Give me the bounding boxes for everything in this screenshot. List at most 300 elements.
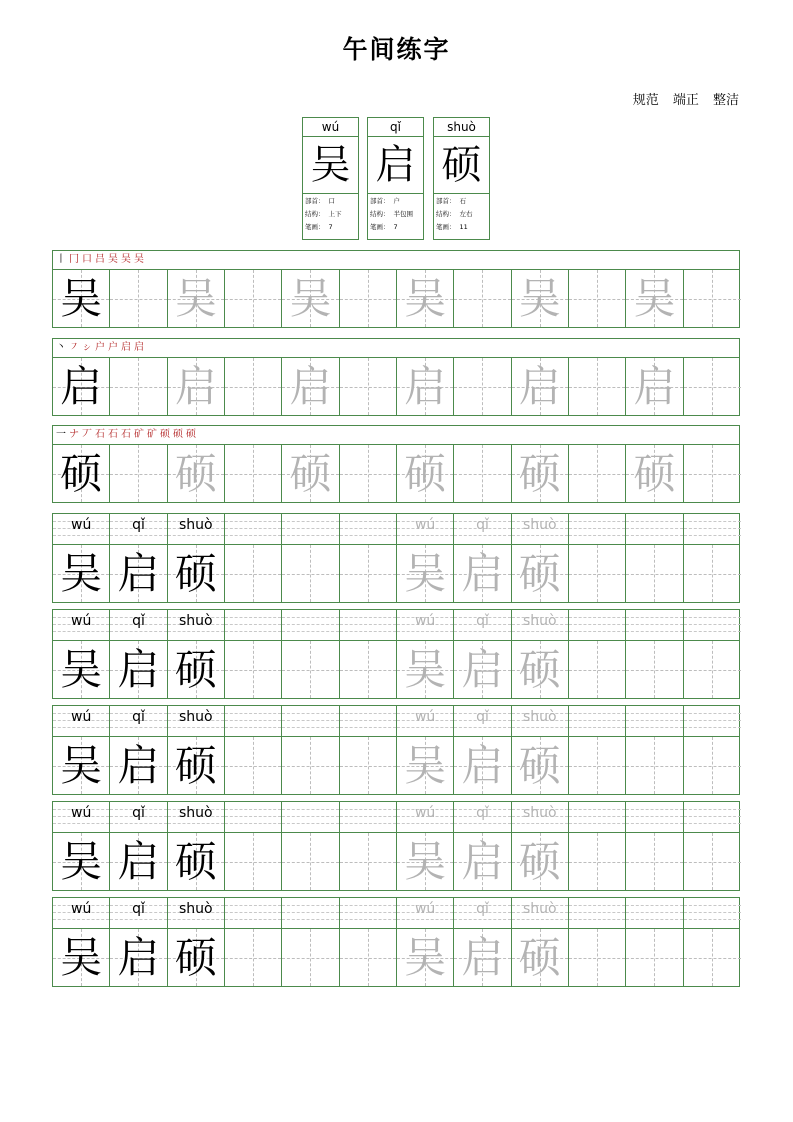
pinyin-cell[interactable] [512,610,569,640]
pinyin-cell[interactable] [168,898,225,928]
practice-cell[interactable] [569,641,626,698]
practice-cell[interactable] [225,445,282,502]
pinyin-guide-line [626,905,682,906]
stroke-step: 户 [95,342,105,353]
practice-cell[interactable] [512,833,569,890]
practice-cell[interactable] [168,445,225,502]
pinyin-cell[interactable] [53,610,110,640]
model-character: 吴 [60,549,103,598]
pinyin-cell[interactable] [569,898,626,928]
stroke-step: 硕 [186,429,196,440]
pinyin-guide-line [282,905,338,906]
pinyin-cell[interactable] [569,514,626,544]
stroke-step: 丨 [56,254,66,265]
stroke-step: 硕 [160,429,170,440]
practice-cell[interactable] [454,641,511,698]
practice-cell[interactable] [282,445,339,502]
practice-grid [53,929,739,986]
trace-character: 吴 [404,274,447,323]
pinyin-guide-line [168,727,224,728]
trace-pinyin: qǐ [476,901,489,917]
trace-pinyin: wú [414,613,436,629]
pinyin-guide-line [684,535,741,536]
practice-cell[interactable] [684,833,741,890]
card-radical-label: 部首： [436,197,456,205]
practice-cell[interactable] [168,833,225,890]
pinyin-cell[interactable] [110,802,167,832]
practice-cell[interactable] [168,545,225,602]
trace-character: 硕 [174,449,217,498]
pinyin-guide-line [512,535,568,536]
pinyin-guide-line [684,809,741,810]
practice-cell[interactable] [110,545,167,602]
practice-cell[interactable] [53,358,110,415]
trace-character: 硕 [633,449,676,498]
practice-cell[interactable] [340,358,397,415]
pinyin-cell[interactable] [626,706,683,736]
pinyin-guide-line [569,816,625,817]
practice-cell[interactable] [282,641,339,698]
trace-pinyin: shuò [522,901,557,917]
pinyin-guide-line [168,631,224,632]
model-pinyin: shuò [179,805,213,821]
pinyin-guide-line [684,912,741,913]
pinyin-cell[interactable] [340,898,397,928]
pinyin-cell[interactable] [225,802,282,832]
card-pinyin: wú [303,118,358,137]
model-pinyin: wú [71,517,92,533]
pinyin-guide-line [225,535,281,536]
practice-cell[interactable] [454,545,511,602]
pinyin-cell[interactable] [397,514,454,544]
pinyin-guide-line [684,713,741,714]
pinyin-guide-line [340,521,396,522]
practice-cell[interactable] [454,445,511,502]
trace-pinyin: shuò [522,805,557,821]
model-character: 硕 [174,933,217,982]
practice-cell[interactable] [397,833,454,890]
model-character: 启 [117,837,160,886]
practice-cell[interactable] [110,358,167,415]
practice-cell[interactable] [397,445,454,502]
pinyin-guide-line [110,727,166,728]
practice-cell[interactable] [282,545,339,602]
pinyin-cell[interactable] [225,610,282,640]
pinyin-cell[interactable] [512,514,569,544]
practice-cell[interactable] [626,270,683,327]
pinyin-cell[interactable] [397,610,454,640]
pinyin-guide-line [225,809,281,810]
trace-character: 吴 [404,549,447,598]
pinyin-guide-line [684,727,741,728]
model-pinyin: qǐ [132,709,145,725]
trace-character: 硕 [518,837,561,886]
practice-cell[interactable] [512,270,569,327]
stroke-step: ナ [69,429,79,440]
trace-character: 硕 [404,449,447,498]
practice-cell[interactable] [397,545,454,602]
trace-character: 硕 [518,449,561,498]
pinyin-guide-line [340,713,396,714]
practice-cell[interactable] [225,358,282,415]
pinyin-cell[interactable] [53,706,110,736]
pinyin-cell[interactable] [110,706,167,736]
pinyin-cell[interactable] [282,802,339,832]
practice-cell[interactable] [53,641,110,698]
pinyin-guide-line [626,521,682,522]
pinyin-guide-line [282,631,338,632]
practice-cell[interactable] [110,270,167,327]
trace-character: 启 [174,362,217,411]
pinyin-guide-line [569,905,625,906]
pinyin-cell[interactable] [626,802,683,832]
pinyin-guide-line [225,713,281,714]
practice-cell[interactable] [340,929,397,986]
model-pinyin: wú [71,901,92,917]
pinyin-cell[interactable] [397,802,454,832]
pinyin-cell[interactable] [110,514,167,544]
pinyin-guide-line [340,631,396,632]
practice-cell[interactable] [282,270,339,327]
practice-cell[interactable] [340,737,397,794]
practice-cell[interactable] [454,929,511,986]
pinyin-cell[interactable] [53,898,110,928]
pinyin-cell[interactable] [168,514,225,544]
practice-cell[interactable] [340,270,397,327]
pinyin-guide-line [397,919,453,920]
pinyin-cell[interactable] [454,706,511,736]
trace-character: 启 [518,362,561,411]
pinyin-cell[interactable] [626,514,683,544]
pinyin-cell[interactable] [53,514,110,544]
practice-cell[interactable] [340,545,397,602]
practice-cell[interactable] [512,641,569,698]
practice-cell[interactable] [168,270,225,327]
practice-cell[interactable] [569,445,626,502]
pinyin-guide-line [626,617,682,618]
pinyin-cell[interactable] [684,514,741,544]
pinyin-guide-line [225,816,281,817]
pinyin-cell[interactable] [225,706,282,736]
pinyin-guide-line [626,535,682,536]
practice-cell[interactable] [397,641,454,698]
pinyin-guide-line [569,535,625,536]
card-structure-value: 上下 [328,210,342,218]
practice-cell[interactable] [684,545,741,602]
model-character: 启 [117,645,160,694]
pinyin-cell[interactable] [684,610,741,640]
pinyin-guide-line [626,631,682,632]
practice-cell[interactable] [282,833,339,890]
pinyin-guide-line [397,727,453,728]
pinyin-cell[interactable] [454,514,511,544]
pinyin-guide-line [684,617,741,618]
practice-cell[interactable] [225,737,282,794]
trace-pinyin: shuò [522,517,557,533]
practice-cell[interactable] [225,641,282,698]
practice-cell[interactable] [110,737,167,794]
stroke-step: 石 [121,429,131,440]
practice-cell[interactable] [53,737,110,794]
pinyin-guide-line [454,823,510,824]
practice-cell[interactable] [626,929,683,986]
character-card [367,117,424,240]
practice-cell[interactable] [626,445,683,502]
practice-cell[interactable] [569,737,626,794]
practice-cell[interactable] [168,358,225,415]
stroke-practice-row [52,338,740,416]
pinyin-guide-line [282,919,338,920]
practice-cell[interactable] [225,545,282,602]
card-radical [436,195,489,208]
practice-grid [53,545,739,602]
practice-cell[interactable] [168,929,225,986]
practice-cell[interactable] [626,358,683,415]
pinyin-guide-line [626,528,682,529]
stroke-step: 口 [82,254,92,265]
pinyin-guide-line [225,521,281,522]
practice-cell[interactable] [53,929,110,986]
practice-cell[interactable] [454,833,511,890]
pinyin-guide-line [512,631,568,632]
practice-cell[interactable] [684,270,741,327]
model-character: 吴 [60,274,103,323]
pinyin-cell[interactable] [626,898,683,928]
pinyin-cell[interactable] [168,610,225,640]
pinyin-guide-line [225,905,281,906]
practice-cell[interactable] [340,445,397,502]
pinyin-cell[interactable] [569,802,626,832]
pinyin-cell[interactable] [282,514,339,544]
pinyin-cell[interactable] [53,802,110,832]
pinyin-guide-line [225,617,281,618]
practice-cell[interactable] [569,270,626,327]
card-info [303,194,358,234]
card-radical-label: 部首： [370,197,390,205]
practice-cell[interactable] [684,641,741,698]
pinyin-guide-line [225,624,281,625]
practice-cell[interactable] [569,833,626,890]
practice-cell[interactable] [340,833,397,890]
pinyin-cell[interactable] [512,706,569,736]
practice-cell[interactable] [454,358,511,415]
practice-cell[interactable] [397,270,454,327]
pinyin-guide-line [282,912,338,913]
practice-cell[interactable] [340,641,397,698]
pinyin-guide-line [340,720,396,721]
practice-cell[interactable] [454,737,511,794]
pinyin-guide-line [569,521,625,522]
model-character: 启 [60,362,103,411]
practice-cell[interactable] [569,358,626,415]
practice-cell[interactable] [684,929,741,986]
trace-pinyin: qǐ [476,613,489,629]
pinyin-guide-line [569,528,625,529]
pinyin-cell[interactable] [397,898,454,928]
card-pinyin: shuò [434,118,489,137]
practice-cell[interactable] [626,641,683,698]
pinyin-cell[interactable] [225,898,282,928]
model-pinyin: qǐ [132,613,145,629]
pinyin-guide-line [397,823,453,824]
trace-pinyin: shuò [522,709,557,725]
pinyin-guide-line [282,816,338,817]
practice-cell[interactable] [168,737,225,794]
pinyin-guide-line [168,823,224,824]
pinyin-guide-line [684,823,741,824]
pinyin-cell[interactable] [512,802,569,832]
pinyin-guide-line [340,528,396,529]
practice-cell[interactable] [454,270,511,327]
practice-cell[interactable] [512,545,569,602]
pinyin-cell[interactable] [454,898,511,928]
pinyin-cell[interactable] [569,706,626,736]
trace-pinyin: wú [414,901,436,917]
practice-cell[interactable] [626,737,683,794]
practice-cell[interactable] [397,737,454,794]
practice-cell[interactable] [626,833,683,890]
pinyin-guide-line [282,713,338,714]
pinyin-cell[interactable] [168,802,225,832]
practice-cell[interactable] [569,545,626,602]
practice-grid [53,358,739,415]
trace-character: 硕 [518,741,561,790]
practice-cell[interactable] [110,833,167,890]
pinyin-guide-line [397,631,453,632]
pinyin-cell[interactable] [569,610,626,640]
stroke-step: 石 [95,429,105,440]
pinyin-cell[interactable] [626,610,683,640]
card-stroke-count [370,221,423,234]
pinyin-guide-line [340,624,396,625]
pinyin-cell[interactable] [512,898,569,928]
practice-cell[interactable] [110,445,167,502]
pinyin-guide-line [454,727,510,728]
practice-cell[interactable] [282,929,339,986]
stroke-practice-row [52,425,740,503]
model-character: 吴 [60,741,103,790]
practice-cell[interactable] [53,545,110,602]
model-character: 硕 [174,549,217,598]
word-practice-row [52,801,740,891]
practice-cell[interactable] [110,929,167,986]
practice-cell[interactable] [397,358,454,415]
pinyin-band [53,898,739,929]
pinyin-cell[interactable] [110,898,167,928]
stroke-step: 吴 [108,254,118,265]
pinyin-cell[interactable] [282,706,339,736]
pinyin-guide-line [454,631,510,632]
pinyin-cell[interactable] [282,898,339,928]
card-structure-label: 结构： [436,210,456,218]
card-structure-label: 结构： [370,210,390,218]
pinyin-cell[interactable] [454,802,511,832]
pinyin-guide-line [53,727,109,728]
pinyin-guide-line [340,816,396,817]
word-practice-row [52,705,740,795]
pinyin-cell[interactable] [225,514,282,544]
card-radical [370,195,423,208]
model-pinyin: shuò [179,613,213,629]
practice-cell[interactable] [626,545,683,602]
trace-pinyin: wú [414,805,436,821]
practice-cell[interactable] [569,929,626,986]
pinyin-cell[interactable] [397,706,454,736]
model-pinyin: qǐ [132,517,145,533]
model-character: 硕 [174,645,217,694]
pinyin-guide-line [282,535,338,536]
card-structure-value: 左右 [459,210,473,218]
pinyin-guide-line [569,912,625,913]
trace-character: 硕 [518,933,561,982]
pinyin-cell[interactable] [684,898,741,928]
practice-cell[interactable] [225,929,282,986]
pinyin-cell[interactable] [684,802,741,832]
pinyin-cell[interactable] [340,514,397,544]
practice-cell[interactable] [684,358,741,415]
pinyin-guide-line [225,823,281,824]
card-structure-label: 结构： [305,210,325,218]
stroke-step: 丆 [82,429,92,440]
pinyin-cell[interactable] [454,610,511,640]
pinyin-cell[interactable] [110,610,167,640]
pinyin-guide-line [569,617,625,618]
practice-cell[interactable] [282,737,339,794]
stroke-practice-row [52,250,740,328]
practice-cell[interactable] [684,737,741,794]
pinyin-band [53,610,739,641]
pinyin-cell[interactable] [282,610,339,640]
practice-grid [53,737,739,794]
practice-cell[interactable] [397,929,454,986]
pinyin-cell[interactable] [340,610,397,640]
pinyin-guide-line [626,624,682,625]
pinyin-guide-line [569,727,625,728]
trace-character: 吴 [404,741,447,790]
practice-cell[interactable] [225,833,282,890]
practice-cell[interactable] [225,270,282,327]
pinyin-guide-line [684,631,741,632]
trace-character: 吴 [404,933,447,982]
pinyin-band [53,514,739,545]
practice-cell[interactable] [110,641,167,698]
pinyin-guide-line [569,713,625,714]
practice-cell[interactable] [282,358,339,415]
stroke-step: 矿 [134,429,144,440]
practice-cell[interactable] [512,929,569,986]
pinyin-cell[interactable] [340,706,397,736]
pinyin-cell[interactable] [340,802,397,832]
model-character: 吴 [60,645,103,694]
trace-character: 启 [461,837,504,886]
practice-cell[interactable] [53,270,110,327]
card-character: 启 [368,137,423,194]
practice-cell[interactable] [168,641,225,698]
practice-cell[interactable] [512,737,569,794]
pinyin-guide-line [53,535,109,536]
model-character: 启 [117,741,160,790]
practice-cell[interactable] [53,833,110,890]
pinyin-cell[interactable] [168,706,225,736]
pinyin-guide-line [53,631,109,632]
trace-pinyin: qǐ [476,805,489,821]
card-stroke-count-label: 笔画： [370,223,390,231]
practice-cell[interactable] [512,358,569,415]
practice-cell[interactable] [512,445,569,502]
practice-cell[interactable] [53,445,110,502]
pinyin-cell[interactable] [684,706,741,736]
practice-cell[interactable] [684,445,741,502]
